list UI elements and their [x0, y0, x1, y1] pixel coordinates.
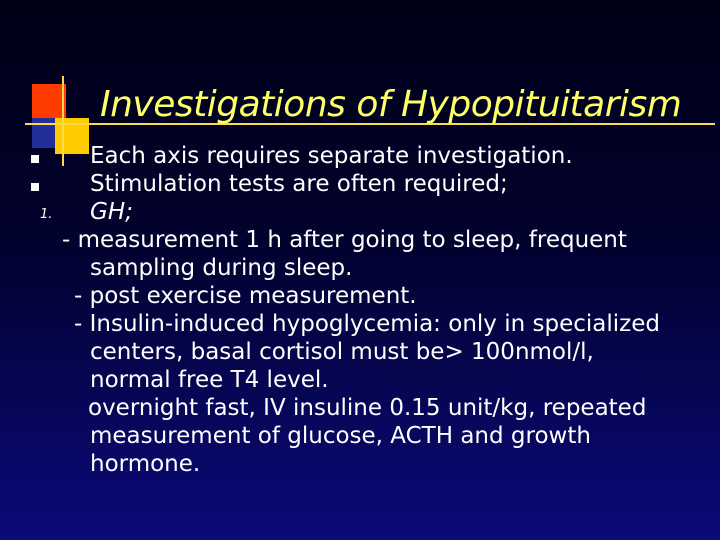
- detail-line: - post exercise measurement.: [74, 283, 417, 309]
- numbered-text: GH;: [90, 199, 133, 225]
- detail-line: - Insulin-induced hypoglycemia: only in specialized: [74, 311, 660, 337]
- numbered-item: [0, 198, 720, 226]
- detail-line: normal free T4 level.: [90, 367, 329, 393]
- bullet-item: [0, 142, 720, 170]
- bullet-item: [0, 170, 720, 198]
- detail-line: - measurement 1 h after going to sleep, frequent: [62, 227, 627, 253]
- detail-line: hormone.: [90, 451, 201, 477]
- slide-body: [0, 142, 720, 478]
- bullet-text: Each axis requires separate investigation.: [90, 143, 573, 169]
- square-bullet-icon: [31, 155, 39, 163]
- square-bullet-icon: [31, 183, 39, 191]
- number-marker: 1.: [40, 207, 53, 222]
- detail-line: centers, basal cortisol must be> 100nmol/l,: [90, 339, 594, 365]
- detail-line: overnight fast, IV insuline 0.15 unit/kg, repeated: [88, 395, 647, 421]
- logo-red-block: [32, 84, 66, 118]
- detail-line: measurement of glucose, ACTH and growth: [90, 423, 591, 449]
- detail-line: sampling during sleep.: [90, 255, 353, 281]
- bullet-text: Stimulation tests are often required;: [90, 171, 508, 197]
- slide-title: Investigations of Hypopituitarism: [100, 84, 682, 125]
